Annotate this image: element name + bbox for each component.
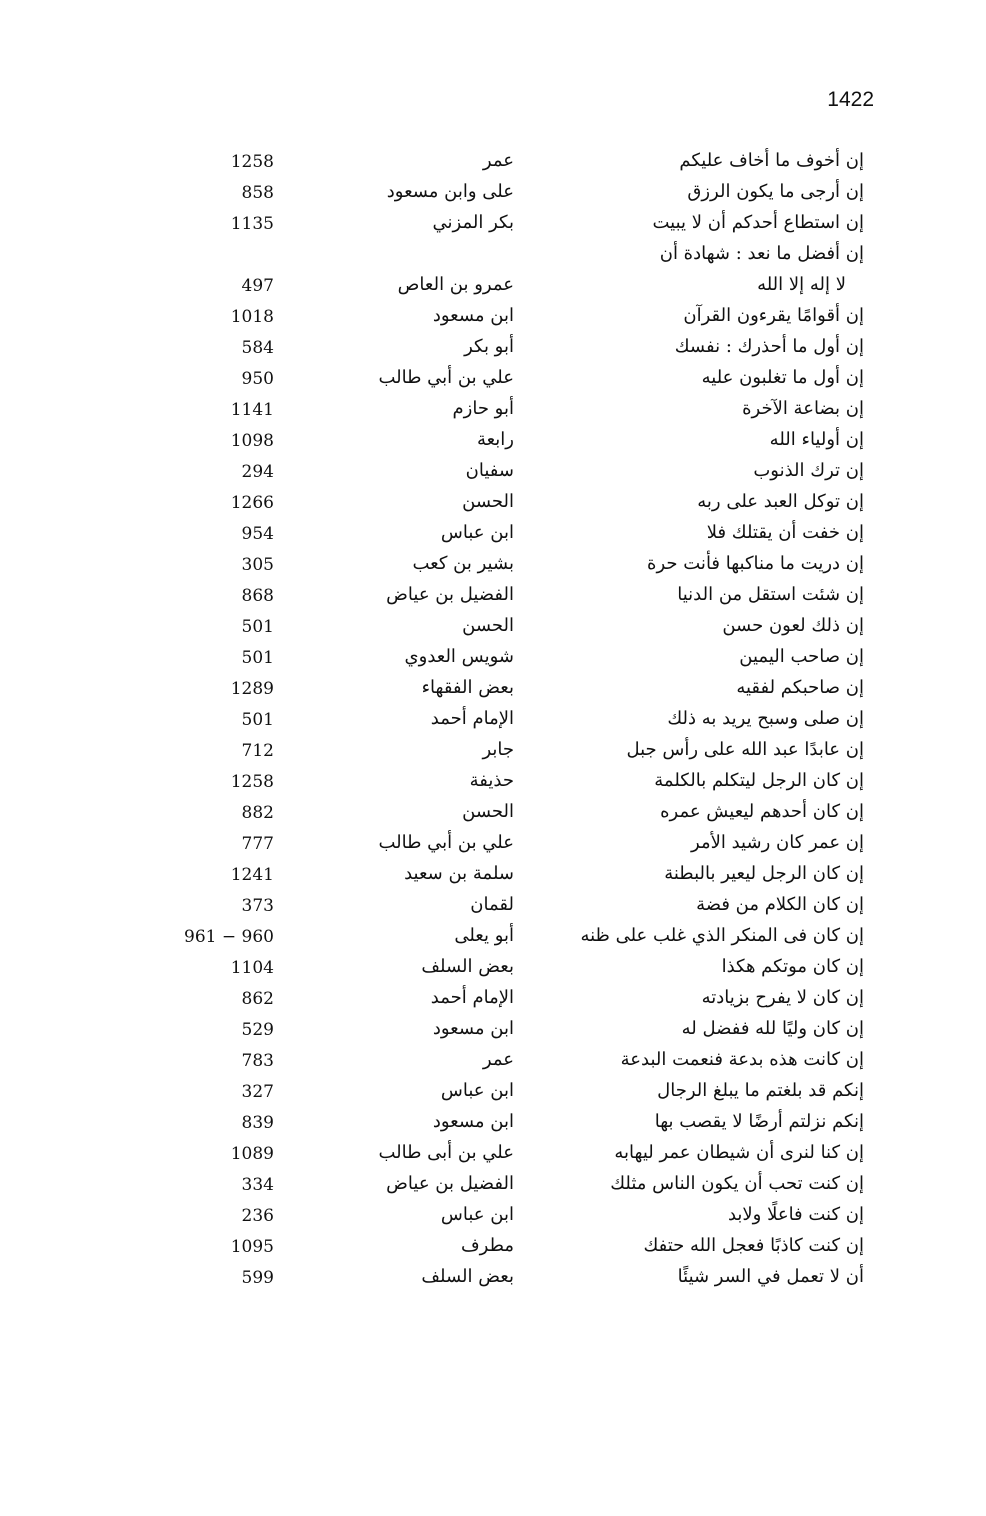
entry-narrator: الحسن — [462, 801, 514, 822]
index-row — [0, 1018, 986, 1049]
entry-narrator: ابن مسعود — [432, 1018, 514, 1039]
entry-narrator: علي بن أبى طالب — [378, 1142, 514, 1163]
entry-narrator: ابن مسعود — [432, 305, 514, 326]
entry-narrator: الحسن — [462, 615, 514, 636]
entry-page-ref: 1141 — [230, 400, 274, 420]
entry-page-ref: 599 — [241, 1268, 274, 1288]
entry-phrase: إن أفضل ما نعد : شهادة أن — [659, 243, 864, 264]
entry-phrase: إن توكل العبد على ربه — [697, 491, 864, 512]
entry-page-ref: 1098 — [230, 431, 274, 451]
entry-narrator: ابن عباس — [440, 522, 514, 543]
entry-phrase: إن صاحب اليمين — [739, 646, 864, 667]
entry-phrase: إن كنت تحب أن يكون الناس مثلك — [610, 1173, 864, 1194]
entry-page-ref: 305 — [241, 555, 274, 575]
entry-phrase: إن صلى وسبح يريد به ذلك — [667, 708, 864, 729]
entry-phrase: إن كان أحدهم ليعيش عمره — [660, 801, 864, 822]
entry-page-ref: 1018 — [230, 307, 274, 327]
entry-page-ref: 950 — [241, 369, 274, 389]
index-row — [0, 615, 986, 646]
entry-page-ref: 839 — [241, 1113, 274, 1133]
entry-page-ref: 1135 — [230, 214, 274, 234]
entry-phrase: إن كنت فاعلًا ولابد — [727, 1204, 864, 1225]
entry-narrator: عمر — [482, 150, 514, 171]
entry-phrase: إن استطاع أحدكم أن لا يبيت — [652, 212, 864, 233]
entry-phrase: إن كان وليًا لله ففضل له — [681, 1018, 864, 1039]
entry-phrase: إن أخوف ما أخاف عليكم — [679, 150, 864, 171]
entry-phrase: إن كانت هذه بدعة فنعمت البدعة — [620, 1049, 864, 1070]
entry-page-ref: 1258 — [230, 772, 274, 792]
index-row — [0, 212, 986, 243]
entry-phrase: إن كان الرجل ليتكلم بالكلمة — [654, 770, 864, 791]
index-row — [0, 460, 986, 491]
entry-narrator: الإمام أحمد — [430, 987, 514, 1008]
entry-page-ref: 236 — [241, 1206, 274, 1226]
entry-phrase: إن كان الرجل ليعير بالبطنة — [664, 863, 864, 884]
entry-narrator: ابن عباس — [440, 1204, 514, 1225]
index-table — [0, 150, 986, 1297]
index-row — [0, 1266, 986, 1297]
entry-narrator: بشير بن كعب — [412, 553, 514, 574]
entry-narrator: أبو حازم — [452, 398, 514, 419]
entry-page-ref: 882 — [241, 803, 274, 823]
entry-narrator: ابن عباس — [440, 1080, 514, 1101]
entry-phrase: إن بضاعة الآخرة — [742, 398, 864, 419]
entry-page-ref: 1241 — [230, 865, 274, 885]
index-row — [0, 863, 986, 894]
entry-phrase: أن لا تعمل في السر شيئًا — [677, 1266, 864, 1287]
index-row — [0, 584, 986, 615]
entry-phrase: إن كان موتكم هكذا — [721, 956, 864, 977]
entry-narrator: علي بن أبي طالب — [378, 367, 514, 388]
entry-page-ref: 1089 — [230, 1144, 274, 1164]
entry-page-ref: 1266 — [230, 493, 274, 513]
index-row — [0, 646, 986, 677]
entry-phrase: إن عمر كان رشيد الأمر — [691, 832, 864, 853]
entry-phrase: إن خفت أن يقتلك فلا — [706, 522, 864, 543]
entry-page-ref: 954 — [241, 524, 274, 544]
index-row — [0, 1142, 986, 1173]
entry-narrator: بكر المزني — [432, 212, 514, 233]
entry-page-ref: 497 — [241, 276, 274, 296]
index-row — [0, 181, 986, 212]
index-row — [0, 1235, 986, 1266]
entry-page-ref: 501 — [241, 710, 274, 730]
index-row — [0, 1111, 986, 1142]
entry-page-ref: 868 — [241, 586, 274, 606]
index-row — [0, 770, 986, 801]
entry-page-ref: 712 — [241, 741, 274, 761]
entry-narrator: رابعة — [476, 429, 514, 450]
entry-page-ref: 1104 — [230, 958, 274, 978]
index-row — [0, 522, 986, 553]
entry-narrator: سلمة بن سعيد — [404, 863, 514, 884]
entry-narrator: عمر — [482, 1049, 514, 1070]
entry-phrase: إن كنت كاذبًا فعجل الله حتفك — [643, 1235, 864, 1256]
index-row — [0, 491, 986, 522]
entry-narrator: بعض الفقهاء — [421, 677, 514, 698]
entry-phrase: إن صاحبكم لفقيه — [736, 677, 864, 698]
entry-page-ref: 1258 — [230, 152, 274, 172]
entry-narrator: أبو بكر — [464, 336, 514, 357]
entry-page-ref: 777 — [241, 834, 274, 854]
entry-narrator: أبو يعلى — [454, 925, 514, 946]
entry-phrase: إنكم قد بلغتم ما يبلغ الرجال — [657, 1080, 864, 1101]
entry-phrase: إن ذلك لعون حسن — [722, 615, 864, 636]
entry-narrator: ابن مسعود — [432, 1111, 514, 1132]
entry-phrase: إن أرجى ما يكون الرزق — [687, 181, 864, 202]
entry-page-ref: 783 — [241, 1051, 274, 1071]
index-row — [0, 832, 986, 863]
index-row — [0, 305, 986, 336]
entry-phrase: إن شئت استقل من الدنيا — [677, 584, 864, 605]
index-row — [0, 150, 986, 181]
entry-page-ref: 961 − 960 — [184, 927, 274, 947]
entry-narrator: بعض السلف — [421, 1266, 514, 1287]
index-row — [0, 739, 986, 770]
entry-phrase: إن أقوامًا يقرءون القرآن — [683, 305, 864, 326]
entry-page-ref: 327 — [241, 1082, 274, 1102]
index-row — [0, 553, 986, 584]
entry-narrator: الحسن — [462, 491, 514, 512]
page-number: 1422 — [827, 88, 874, 111]
entry-page-ref: 858 — [241, 183, 274, 203]
entry-phrase: إن كان الكلام من فضة — [696, 894, 864, 915]
entry-phrase: لا إله إلا الله — [757, 274, 846, 295]
index-row — [0, 398, 986, 429]
index-row — [0, 1204, 986, 1235]
index-row — [0, 274, 986, 305]
entry-narrator: شويس العدوي — [404, 646, 514, 667]
entry-narrator: الفضيل بن عياض — [386, 584, 514, 605]
entry-narrator: عمرو بن العاص — [397, 274, 514, 295]
entry-phrase: إن أول ما تغلبون عليه — [701, 367, 864, 388]
entry-narrator: الإمام أحمد — [430, 708, 514, 729]
entry-phrase: إن أول ما أحذرك : نفسك — [674, 336, 864, 357]
index-row — [0, 801, 986, 832]
index-row — [0, 1049, 986, 1080]
index-row — [0, 956, 986, 987]
entry-narrator: الفضيل بن عياض — [386, 1173, 514, 1194]
entry-page-ref: 862 — [241, 989, 274, 1009]
entry-narrator: على وابن مسعود — [386, 181, 514, 202]
entry-page-ref: 294 — [241, 462, 274, 482]
entry-page-ref: 501 — [241, 617, 274, 637]
entry-phrase: إن دريت ما مناكبها فأنت حرة — [647, 553, 864, 574]
index-row — [0, 1173, 986, 1204]
entry-page-ref: 373 — [241, 896, 274, 916]
index-row — [0, 429, 986, 460]
entry-phrase: إن كان فى المنكر الذي غلب على ظنه — [580, 925, 864, 946]
entry-page-ref: 584 — [241, 338, 274, 358]
entry-narrator: بعض السلف — [421, 956, 514, 977]
entry-phrase: إن أولياء الله — [769, 429, 864, 450]
index-row — [0, 1080, 986, 1111]
index-row — [0, 894, 986, 925]
index-row — [0, 708, 986, 739]
entry-narrator: جابر — [482, 739, 514, 760]
entry-page-ref: 1289 — [230, 679, 274, 699]
entry-phrase: إن ترك الذنوب — [753, 460, 864, 481]
index-row — [0, 987, 986, 1018]
entry-narrator: سفيان — [465, 460, 514, 481]
entry-narrator: علي بن أبي طالب — [378, 832, 514, 853]
index-row — [0, 925, 986, 956]
entry-phrase: إن كان لا يفرح بزيادته — [701, 987, 864, 1008]
entry-narrator: لقمان — [470, 894, 514, 915]
entry-page-ref: 1095 — [230, 1237, 274, 1257]
entry-narrator: مطرف — [461, 1235, 514, 1256]
entry-page-ref: 529 — [241, 1020, 274, 1040]
entry-page-ref: 501 — [241, 648, 274, 668]
entry-page-ref: 334 — [241, 1175, 274, 1195]
index-row — [0, 367, 986, 398]
entry-phrase: إن عابدًا عبد الله على رأس جبل — [626, 739, 864, 760]
entry-narrator: حذيفة — [469, 770, 514, 791]
index-row — [0, 336, 986, 367]
entry-phrase: إنكم نزلتم أرضًا لا يقصب بها — [654, 1111, 864, 1132]
index-row — [0, 677, 986, 708]
entry-phrase: إن كنا لنرى أن شيطان عمر ليهابه — [614, 1142, 864, 1163]
index-row — [0, 243, 986, 274]
